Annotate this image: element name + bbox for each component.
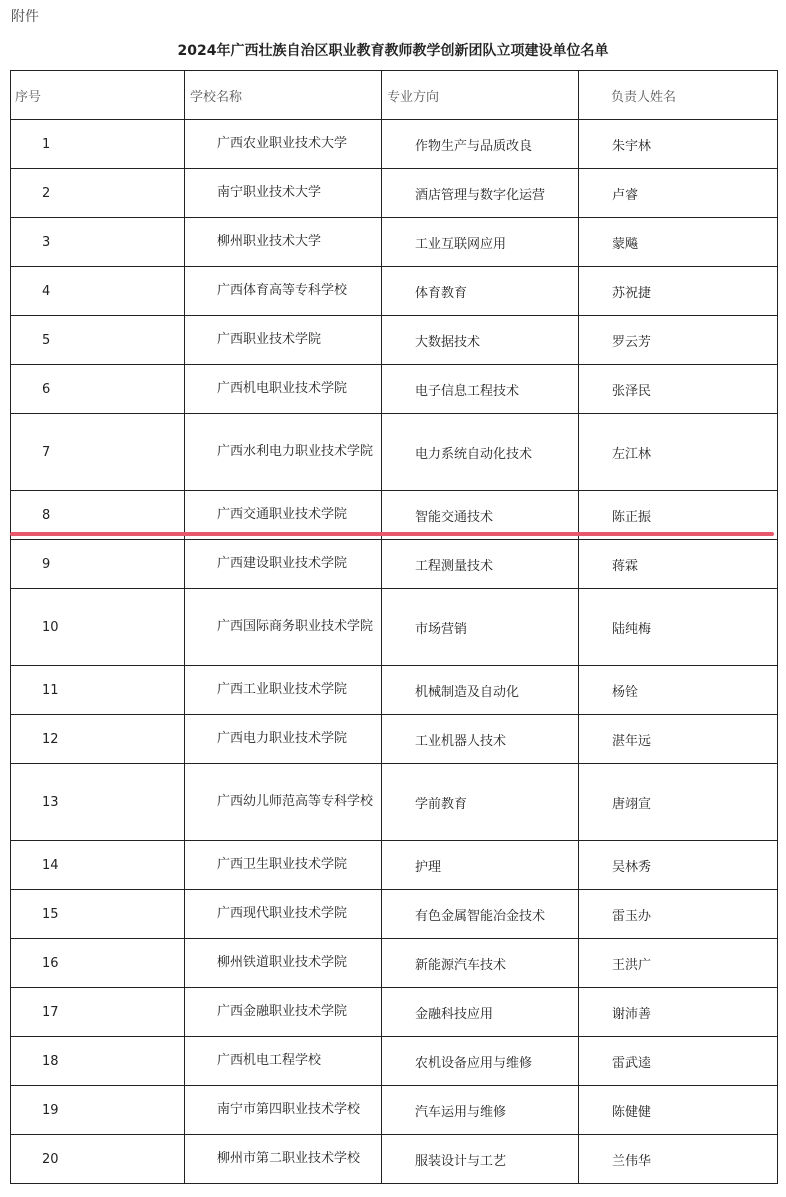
cell-no: 19 — [11, 1086, 185, 1135]
cell-school — [185, 120, 382, 169]
cell-no: 8 — [11, 491, 185, 540]
cell-no: 15 — [11, 890, 185, 939]
cell-school-text: 广西交通职业技术学院 — [217, 507, 348, 522]
cell-leader: 陈健健 — [579, 1086, 778, 1135]
table-row — [11, 988, 778, 1037]
table-row — [11, 1037, 778, 1086]
cell-school-text: 南宁职业技术大学 — [217, 185, 322, 200]
cell-major: 电子信息工程技术 — [382, 365, 579, 414]
table-row — [11, 841, 778, 890]
table-row — [11, 169, 778, 218]
cell-leader: 雷武逵 — [579, 1037, 778, 1086]
table-row — [11, 1135, 778, 1184]
table-row — [11, 414, 778, 491]
cell-no: 18 — [11, 1037, 185, 1086]
cell-school — [185, 1086, 382, 1135]
cell-school-text: 广西职业技术学院 — [217, 332, 322, 347]
table-header-row — [11, 71, 778, 120]
cell-leader: 左江林 — [579, 414, 778, 491]
cell-school-text: 广西建设职业技术学院 — [217, 556, 348, 571]
cell-school — [185, 540, 382, 589]
cell-school — [185, 365, 382, 414]
cell-school-text: 广西机电工程学校 — [217, 1053, 322, 1068]
cell-school — [185, 414, 382, 491]
cell-leader: 兰伟华 — [579, 1135, 778, 1184]
table-row — [11, 120, 778, 169]
cell-school-text: 广西水利电力职业技术学院 — [217, 444, 374, 459]
cell-no: 4 — [11, 267, 185, 316]
table-row — [11, 666, 778, 715]
cell-major: 服装设计与工艺 — [382, 1135, 579, 1184]
cell-school-text: 广西工业职业技术学院 — [217, 682, 348, 697]
cell-major: 有色金属智能冶金技术 — [382, 890, 579, 939]
cell-school — [185, 218, 382, 267]
cell-no: 5 — [11, 316, 185, 365]
cell-no: 7 — [11, 414, 185, 491]
table-row — [11, 267, 778, 316]
cell-school — [185, 666, 382, 715]
cell-school-text: 广西农业职业技术大学 — [217, 136, 348, 151]
cell-major: 新能源汽车技术 — [382, 939, 579, 988]
cell-leader: 蒋霖 — [579, 540, 778, 589]
cell-leader: 杨铨 — [579, 666, 778, 715]
table-row — [11, 890, 778, 939]
cell-leader: 王洪广 — [579, 939, 778, 988]
cell-major: 电力系统自动化技术 — [382, 414, 579, 491]
cell-school — [185, 267, 382, 316]
table-row — [11, 316, 778, 365]
cell-major: 智能交通技术 — [382, 491, 579, 540]
cell-school-text: 广西国际商务职业技术学院 — [217, 619, 374, 634]
cell-no: 1 — [11, 120, 185, 169]
cell-major: 体育教育 — [382, 267, 579, 316]
cell-leader: 陆纯梅 — [579, 589, 778, 666]
table-row — [11, 365, 778, 414]
cell-no: 16 — [11, 939, 185, 988]
cell-major: 酒店管理与数字化运营 — [382, 169, 579, 218]
cell-major: 工程测量技术 — [382, 540, 579, 589]
cell-no: 20 — [11, 1135, 185, 1184]
table-row — [11, 715, 778, 764]
cell-major: 学前教育 — [382, 764, 579, 841]
cell-school — [185, 715, 382, 764]
cell-leader: 卢睿 — [579, 169, 778, 218]
cell-no: 12 — [11, 715, 185, 764]
cell-major: 金融科技应用 — [382, 988, 579, 1037]
table-row — [11, 218, 778, 267]
cell-major: 工业机器人技术 — [382, 715, 579, 764]
cell-school — [185, 841, 382, 890]
document-title: 2024年广西壮族自治区职业教育教师教学创新团队立项建设单位名单 — [177, 43, 609, 59]
cell-school-text: 广西电力职业技术学院 — [217, 731, 348, 746]
cell-leader: 湛年远 — [579, 715, 778, 764]
table-row — [11, 939, 778, 988]
cell-no: 6 — [11, 365, 185, 414]
cell-school-text: 广西卫生职业技术学院 — [217, 857, 348, 872]
cell-major: 汽车运用与维修 — [382, 1086, 579, 1135]
cell-leader: 苏祝捷 — [579, 267, 778, 316]
cell-school-text: 南宁市第四职业技术学校 — [217, 1102, 361, 1117]
cell-no: 9 — [11, 540, 185, 589]
cell-no: 14 — [11, 841, 185, 890]
cell-leader: 吴林秀 — [579, 841, 778, 890]
cell-school-text: 广西金融职业技术学院 — [217, 1004, 348, 1019]
cell-no: 3 — [11, 218, 185, 267]
cell-school — [185, 1135, 382, 1184]
cell-school — [185, 764, 382, 841]
cell-no: 10 — [11, 589, 185, 666]
cell-major: 作物生产与品质改良 — [382, 120, 579, 169]
cell-school — [185, 169, 382, 218]
cell-leader: 张泽民 — [579, 365, 778, 414]
header-major: 专业方向 — [382, 71, 579, 120]
cell-school — [185, 316, 382, 365]
cell-school-text: 广西体育高等专科学校 — [217, 283, 348, 298]
cell-school — [185, 890, 382, 939]
cell-leader: 雷玉办 — [579, 890, 778, 939]
cell-no: 2 — [11, 169, 185, 218]
cell-school-text: 柳州铁道职业技术学院 — [217, 955, 348, 970]
cell-school — [185, 1037, 382, 1086]
cell-leader: 谢沛善 — [579, 988, 778, 1037]
header-no: 序号 — [11, 71, 185, 120]
header-leader: 负责人姓名 — [579, 71, 778, 120]
cell-major: 农机设备应用与维修 — [382, 1037, 579, 1086]
cell-school — [185, 939, 382, 988]
cell-major: 工业互联网应用 — [382, 218, 579, 267]
cell-school-text: 广西机电职业技术学院 — [217, 381, 348, 396]
cell-school — [185, 589, 382, 666]
cell-no: 11 — [11, 666, 185, 715]
cell-no: 13 — [11, 764, 185, 841]
cell-school-text: 广西现代职业技术学院 — [217, 906, 348, 921]
cell-school-text: 柳州市第二职业技术学校 — [217, 1151, 361, 1166]
cell-leader: 陈正振 — [579, 491, 778, 540]
table-row — [11, 540, 778, 589]
highlight-underline — [10, 532, 774, 536]
table-row — [11, 764, 778, 841]
cell-school-text: 柳州职业技术大学 — [217, 234, 322, 249]
cell-leader: 罗云芳 — [579, 316, 778, 365]
cell-major: 机械制造及自动化 — [382, 666, 579, 715]
header-school: 学校名称 — [185, 71, 382, 120]
cell-major: 大数据技术 — [382, 316, 579, 365]
cell-no: 17 — [11, 988, 185, 1037]
cell-major: 市场营销 — [382, 589, 579, 666]
table-row — [11, 1086, 778, 1135]
cell-school-text: 广西幼儿师范高等专科学校 — [217, 794, 374, 809]
cell-school — [185, 988, 382, 1037]
cell-leader: 朱宇林 — [579, 120, 778, 169]
attachment-label: 附件 — [11, 9, 39, 25]
cell-major: 护理 — [382, 841, 579, 890]
table-row — [11, 589, 778, 666]
cell-leader: 蒙飚 — [579, 218, 778, 267]
cell-leader: 唐翊宣 — [579, 764, 778, 841]
team-list-table — [10, 70, 778, 1184]
